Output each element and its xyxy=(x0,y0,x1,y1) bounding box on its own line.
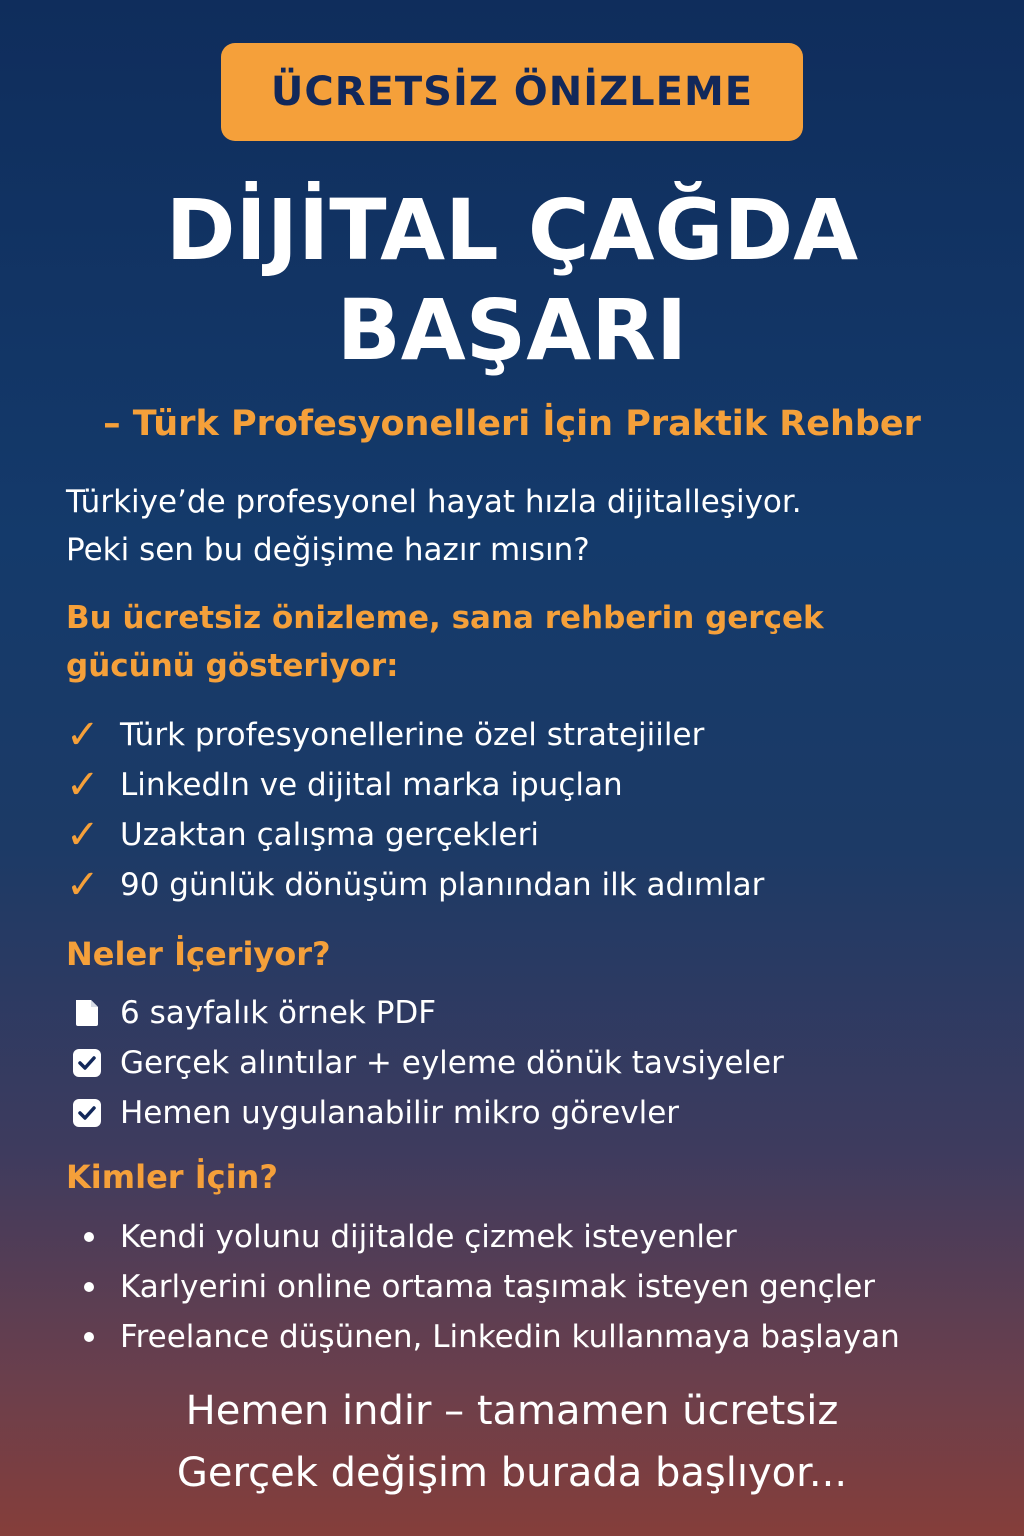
preview-lead-line-1: Bu ücretsiz önizleme, sana rehberin gerçek xyxy=(66,600,824,636)
intro-text xyxy=(66,478,986,574)
contents-item xyxy=(66,988,1006,1038)
checkmark-icon: ✓ xyxy=(66,762,100,808)
audience-heading: Kimler İçin? xyxy=(66,1158,278,1196)
audience-list xyxy=(66,1212,1006,1362)
footer-tagline: Gerçek değişim burada başlıyor... xyxy=(176,1450,848,1496)
contents-item xyxy=(66,1088,1006,1138)
bullet-icon xyxy=(84,1282,94,1292)
preview-lead-line-2: gücünü gösteriyor: xyxy=(66,648,399,684)
feature-text: Uzaktan çalışma gerçekleri xyxy=(120,817,539,853)
contents-text: 6 sayfalık örnek PDF xyxy=(120,995,437,1031)
title-line-2: BAŞARI xyxy=(336,281,688,379)
audience-text: Karlyerini online ortama taşımak isteyen gençler xyxy=(120,1269,876,1305)
feature-item xyxy=(66,760,1006,810)
subtitle: – Türk Profesyonelleri İçin Praktik Rehber xyxy=(103,404,921,444)
free-preview-badge xyxy=(221,43,803,141)
page-title xyxy=(0,180,1024,380)
feature-text: 90 günlük dönüşüm planından ilk adımlar xyxy=(120,867,765,903)
audience-item xyxy=(66,1262,1006,1312)
feature-list xyxy=(66,710,1006,910)
document-icon xyxy=(72,998,102,1028)
feature-item xyxy=(66,810,1006,860)
bullet-icon xyxy=(84,1232,94,1242)
checkmark-icon: ✓ xyxy=(66,712,100,758)
badge-label: ÜCRETSİZ ÖNİZLEME xyxy=(270,69,754,115)
audience-text: Kendi yolunu dijitalde çizmek isteyenler xyxy=(120,1219,737,1255)
checkbox-icon xyxy=(72,1098,102,1128)
audience-text: Freelance düşünen, Linkedin kullanmaya başlayan xyxy=(120,1319,900,1355)
feature-item xyxy=(66,860,1006,910)
bullet-icon xyxy=(84,1332,94,1342)
feature-text: Türk profesyonellerine özel stratejiiler xyxy=(120,717,705,753)
title-line-1: DİJİTAL ÇAĞDA xyxy=(165,181,859,279)
checkbox-icon xyxy=(72,1048,102,1078)
contents-text: Hemen uygulanabilir mikro görevler xyxy=(120,1095,680,1131)
intro-line-2: Peki sen bu değişime hazır mısın? xyxy=(66,532,590,568)
contents-list xyxy=(66,988,1006,1138)
feature-text: LinkedIn ve dijital marka ipuçlan xyxy=(120,767,623,803)
intro-line-1: Türkiye’de profesyonel hayat hızla dijitalleşiyor. xyxy=(66,484,802,520)
contents-text: Gerçek alıntılar + eyleme dönük tavsiyeler xyxy=(120,1045,784,1081)
preview-lead xyxy=(66,594,986,690)
feature-item xyxy=(66,710,1006,760)
audience-item xyxy=(66,1312,1006,1362)
checkmark-icon: ✓ xyxy=(66,812,100,858)
contents-heading: Neler İçeriyor? xyxy=(66,935,331,973)
checkmark-icon: ✓ xyxy=(66,862,100,908)
footer-cta: Hemen indir – tamamen ücretsiz xyxy=(185,1388,839,1434)
contents-item xyxy=(66,1038,1006,1088)
audience-item xyxy=(66,1212,1006,1262)
